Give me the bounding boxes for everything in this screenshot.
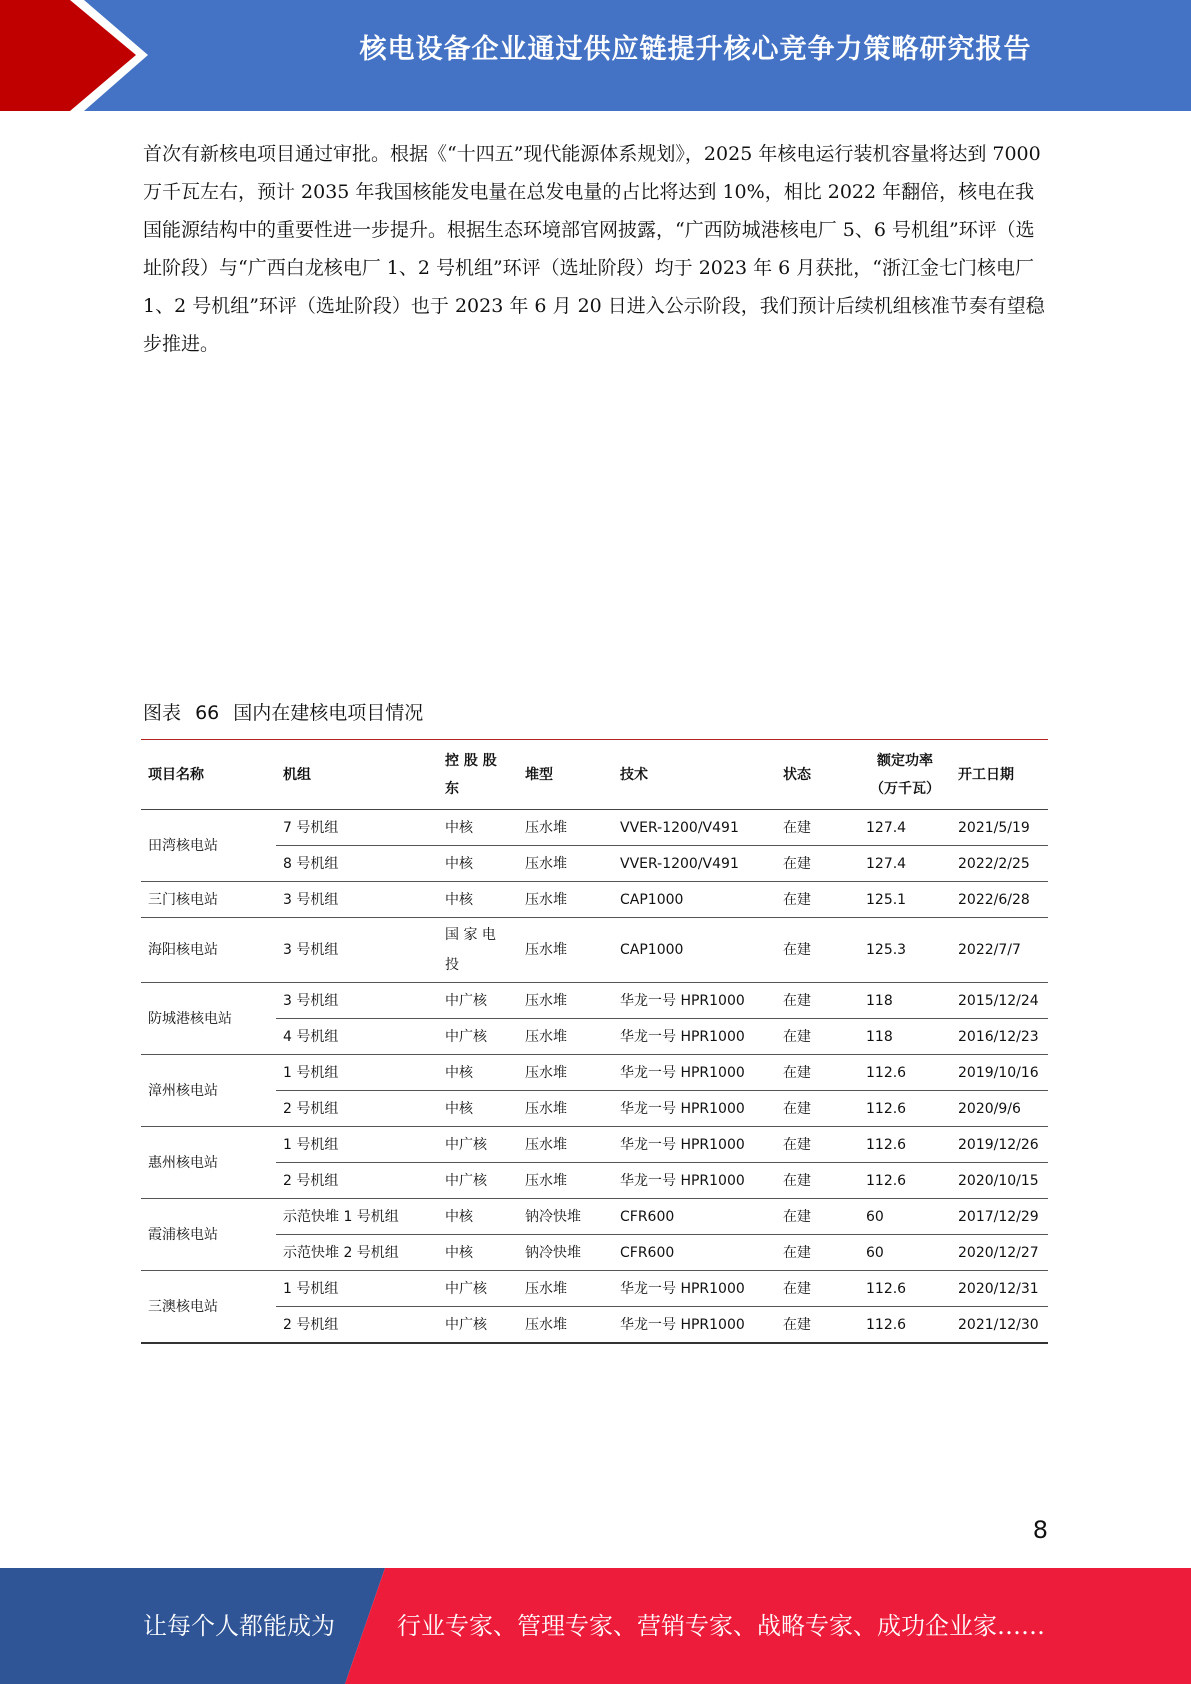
reactor-cell: 压水堆 bbox=[518, 882, 613, 918]
start-date-cell: 2015/12/24 bbox=[951, 983, 1048, 1019]
station-name: 三门核电站 bbox=[141, 882, 276, 918]
header-start-date: 开工日期 bbox=[951, 741, 1048, 810]
caption-title: 国内在建核电项目情况 bbox=[233, 702, 424, 724]
station-name: 漳州核电站 bbox=[141, 1055, 276, 1127]
status-cell: 在建 bbox=[776, 882, 859, 918]
start-date-cell: 2020/10/15 bbox=[951, 1163, 1048, 1199]
status-cell: 在建 bbox=[776, 1091, 859, 1127]
controller-cell: 中核 bbox=[438, 1235, 518, 1271]
caption-number: 66 bbox=[195, 702, 220, 724]
table-row bbox=[141, 918, 1048, 983]
start-date-cell: 2022/6/28 bbox=[951, 882, 1048, 918]
status-cell: 在建 bbox=[776, 1199, 859, 1235]
table-row bbox=[141, 1307, 1048, 1344]
reactor-cell: 压水堆 bbox=[518, 846, 613, 882]
unit-cell: 3 号机组 bbox=[276, 882, 438, 918]
controller-cell: 中核 bbox=[438, 882, 518, 918]
status-cell: 在建 bbox=[776, 1235, 859, 1271]
start-date-cell: 2019/10/16 bbox=[951, 1055, 1048, 1091]
reactor-cell: 压水堆 bbox=[518, 1091, 613, 1127]
tech-cell: 华龙一号 HPR1000 bbox=[613, 1091, 776, 1127]
power-cell: 112.6 bbox=[859, 1307, 951, 1344]
tech-cell: 华龙一号 HPR1000 bbox=[613, 1127, 776, 1163]
status-cell: 在建 bbox=[776, 810, 859, 846]
table-row bbox=[141, 1235, 1048, 1271]
controller-cell: 中广核 bbox=[438, 1307, 518, 1344]
table-row bbox=[141, 810, 1048, 846]
unit-cell: 7 号机组 bbox=[276, 810, 438, 846]
power-cell: 60 bbox=[859, 1235, 951, 1271]
page-footer bbox=[0, 1568, 1191, 1684]
controller-cell: 中核 bbox=[438, 1199, 518, 1235]
reactor-cell: 压水堆 bbox=[518, 983, 613, 1019]
unit-cell: 3 号机组 bbox=[276, 918, 438, 983]
controller-cell: 中核 bbox=[438, 810, 518, 846]
tech-cell: 华龙一号 HPR1000 bbox=[613, 1271, 776, 1307]
reactor-cell: 压水堆 bbox=[518, 918, 613, 983]
projects-table bbox=[141, 741, 1048, 1344]
station-name: 霞浦核电站 bbox=[141, 1199, 276, 1271]
unit-cell: 1 号机组 bbox=[276, 1055, 438, 1091]
power-cell: 112.6 bbox=[859, 1091, 951, 1127]
unit-cell: 4 号机组 bbox=[276, 1019, 438, 1055]
controller-cell: 中核 bbox=[438, 1091, 518, 1127]
reactor-cell: 压水堆 bbox=[518, 1127, 613, 1163]
header-rated-power: 额定功率（万千瓦） bbox=[859, 741, 951, 810]
controller-cell: 中广核 bbox=[438, 1163, 518, 1199]
header-reactor-type: 堆型 bbox=[518, 741, 613, 810]
caption-prefix: 图表 bbox=[143, 702, 182, 724]
unit-cell: 2 号机组 bbox=[276, 1091, 438, 1127]
report-title: 核电设备企业通过供应链提升核心竞争力策略研究报告 bbox=[359, 34, 1032, 65]
start-date-cell: 2019/12/26 bbox=[951, 1127, 1048, 1163]
header-controller: 控 股 股 东 bbox=[438, 741, 518, 810]
station-name: 防城港核电站 bbox=[141, 983, 276, 1055]
reactor-cell: 压水堆 bbox=[518, 1019, 613, 1055]
tech-cell: CFR600 bbox=[613, 1199, 776, 1235]
status-cell: 在建 bbox=[776, 1271, 859, 1307]
power-cell: 118 bbox=[859, 1019, 951, 1055]
reactor-cell: 钠冷快堆 bbox=[518, 1235, 613, 1271]
unit-cell: 8 号机组 bbox=[276, 846, 438, 882]
start-date-cell: 2020/9/6 bbox=[951, 1091, 1048, 1127]
table-row bbox=[141, 1091, 1048, 1127]
power-cell: 112.6 bbox=[859, 1055, 951, 1091]
station-name: 海阳核电站 bbox=[141, 918, 276, 983]
controller-cell: 中核 bbox=[438, 846, 518, 882]
reactor-cell: 压水堆 bbox=[518, 1271, 613, 1307]
power-cell: 127.4 bbox=[859, 810, 951, 846]
power-cell: 118 bbox=[859, 983, 951, 1019]
controller-cell: 中广核 bbox=[438, 1019, 518, 1055]
reactor-cell: 压水堆 bbox=[518, 1163, 613, 1199]
table-row bbox=[141, 1163, 1048, 1199]
controller-cell: 中广核 bbox=[438, 983, 518, 1019]
body-paragraph: 首次有新核电项目通过审批。根据《“十四五”现代能源体系规划》，2025 年核电运行装机容量将达到 7000 万千瓦左右，预计 2035 年我国核能发电量在总发电量的占比将达到 10%，相比 2022 年翻倍，核电在我国能源结构中的重要性进一步提升。根据生态环境部官网披露，“广西防城港核电厂 5、6 号机组”环评（选址阶段）与“广西白龙核电厂 1、2 号机组”环评（选址阶段）均于 2023 年 6 月获批，“浙江金七门核电厂 1、2 号机组”环评（选址阶段）也于 2023 年 6 月 20 日进入公示阶段，我们预计后续机组核准节奏有望稳步推进。 bbox=[143, 143, 1045, 355]
controller-cell: 中核 bbox=[438, 1055, 518, 1091]
controller-cell: 中广核 bbox=[438, 1271, 518, 1307]
page-number: 8 bbox=[1032, 1516, 1048, 1544]
table-row bbox=[141, 1127, 1048, 1163]
power-cell: 112.6 bbox=[859, 1271, 951, 1307]
reactor-cell: 压水堆 bbox=[518, 1307, 613, 1344]
table-row bbox=[141, 846, 1048, 882]
station-name: 三澳核电站 bbox=[141, 1271, 276, 1344]
station-name: 惠州核电站 bbox=[141, 1127, 276, 1199]
unit-cell: 3 号机组 bbox=[276, 983, 438, 1019]
power-cell: 60 bbox=[859, 1199, 951, 1235]
caption-rule bbox=[141, 739, 1048, 740]
tech-cell: 华龙一号 HPR1000 bbox=[613, 1307, 776, 1344]
unit-cell: 1 号机组 bbox=[276, 1127, 438, 1163]
start-date-cell: 2020/12/27 bbox=[951, 1235, 1048, 1271]
unit-cell: 2 号机组 bbox=[276, 1307, 438, 1344]
start-date-cell: 2021/5/19 bbox=[951, 810, 1048, 846]
status-cell: 在建 bbox=[776, 846, 859, 882]
tech-cell: 华龙一号 HPR1000 bbox=[613, 983, 776, 1019]
footer-slogan-left: 让每个人都能成为 bbox=[143, 1612, 335, 1640]
unit-cell: 1 号机组 bbox=[276, 1271, 438, 1307]
start-date-cell: 2017/12/29 bbox=[951, 1199, 1048, 1235]
table-row bbox=[141, 1019, 1048, 1055]
table-row bbox=[141, 882, 1048, 918]
tech-cell: CFR600 bbox=[613, 1235, 776, 1271]
table-row bbox=[141, 1199, 1048, 1235]
header-technology: 技术 bbox=[613, 741, 776, 810]
tech-cell: VVER-1200/V491 bbox=[613, 846, 776, 882]
start-date-cell: 2021/12/30 bbox=[951, 1307, 1048, 1344]
table-header-row bbox=[141, 741, 1048, 810]
unit-cell: 示范快堆 1 号机组 bbox=[276, 1199, 438, 1235]
status-cell: 在建 bbox=[776, 1055, 859, 1091]
status-cell: 在建 bbox=[776, 1163, 859, 1199]
tech-cell: 华龙一号 HPR1000 bbox=[613, 1055, 776, 1091]
projects-table-wrap bbox=[141, 741, 1048, 1344]
power-cell: 127.4 bbox=[859, 846, 951, 882]
tech-cell: 华龙一号 HPR1000 bbox=[613, 1163, 776, 1199]
status-cell: 在建 bbox=[776, 918, 859, 983]
start-date-cell: 2020/12/31 bbox=[951, 1271, 1048, 1307]
unit-cell: 2 号机组 bbox=[276, 1163, 438, 1199]
table-row bbox=[141, 1271, 1048, 1307]
start-date-cell: 2016/12/23 bbox=[951, 1019, 1048, 1055]
header-unit: 机组 bbox=[276, 741, 438, 810]
figure-caption bbox=[143, 698, 423, 725]
power-cell: 112.6 bbox=[859, 1163, 951, 1199]
station-name: 田湾核电站 bbox=[141, 810, 276, 882]
tech-cell: CAP1000 bbox=[613, 918, 776, 983]
power-cell: 112.6 bbox=[859, 1127, 951, 1163]
start-date-cell: 2022/2/25 bbox=[951, 846, 1048, 882]
header-project-name: 项目名称 bbox=[141, 741, 276, 810]
reactor-cell: 压水堆 bbox=[518, 1055, 613, 1091]
status-cell: 在建 bbox=[776, 983, 859, 1019]
status-cell: 在建 bbox=[776, 1307, 859, 1344]
status-cell: 在建 bbox=[776, 1127, 859, 1163]
power-cell: 125.1 bbox=[859, 882, 951, 918]
header-status: 状态 bbox=[776, 741, 859, 810]
reactor-cell: 钠冷快堆 bbox=[518, 1199, 613, 1235]
tech-cell: CAP1000 bbox=[613, 882, 776, 918]
page-header bbox=[0, 0, 1191, 111]
controller-cell: 国 家 电 投 bbox=[438, 918, 518, 983]
tech-cell: VVER-1200/V491 bbox=[613, 810, 776, 846]
start-date-cell: 2022/7/7 bbox=[951, 918, 1048, 983]
tech-cell: 华龙一号 HPR1000 bbox=[613, 1019, 776, 1055]
table-row bbox=[141, 1055, 1048, 1091]
table-row bbox=[141, 983, 1048, 1019]
power-cell: 125.3 bbox=[859, 918, 951, 983]
footer-slogan-right: 行业专家、管理专家、营销专家、战略专家、成功企业家…… bbox=[397, 1612, 1045, 1640]
status-cell: 在建 bbox=[776, 1019, 859, 1055]
unit-cell: 示范快堆 2 号机组 bbox=[276, 1235, 438, 1271]
reactor-cell: 压水堆 bbox=[518, 810, 613, 846]
controller-cell: 中广核 bbox=[438, 1127, 518, 1163]
